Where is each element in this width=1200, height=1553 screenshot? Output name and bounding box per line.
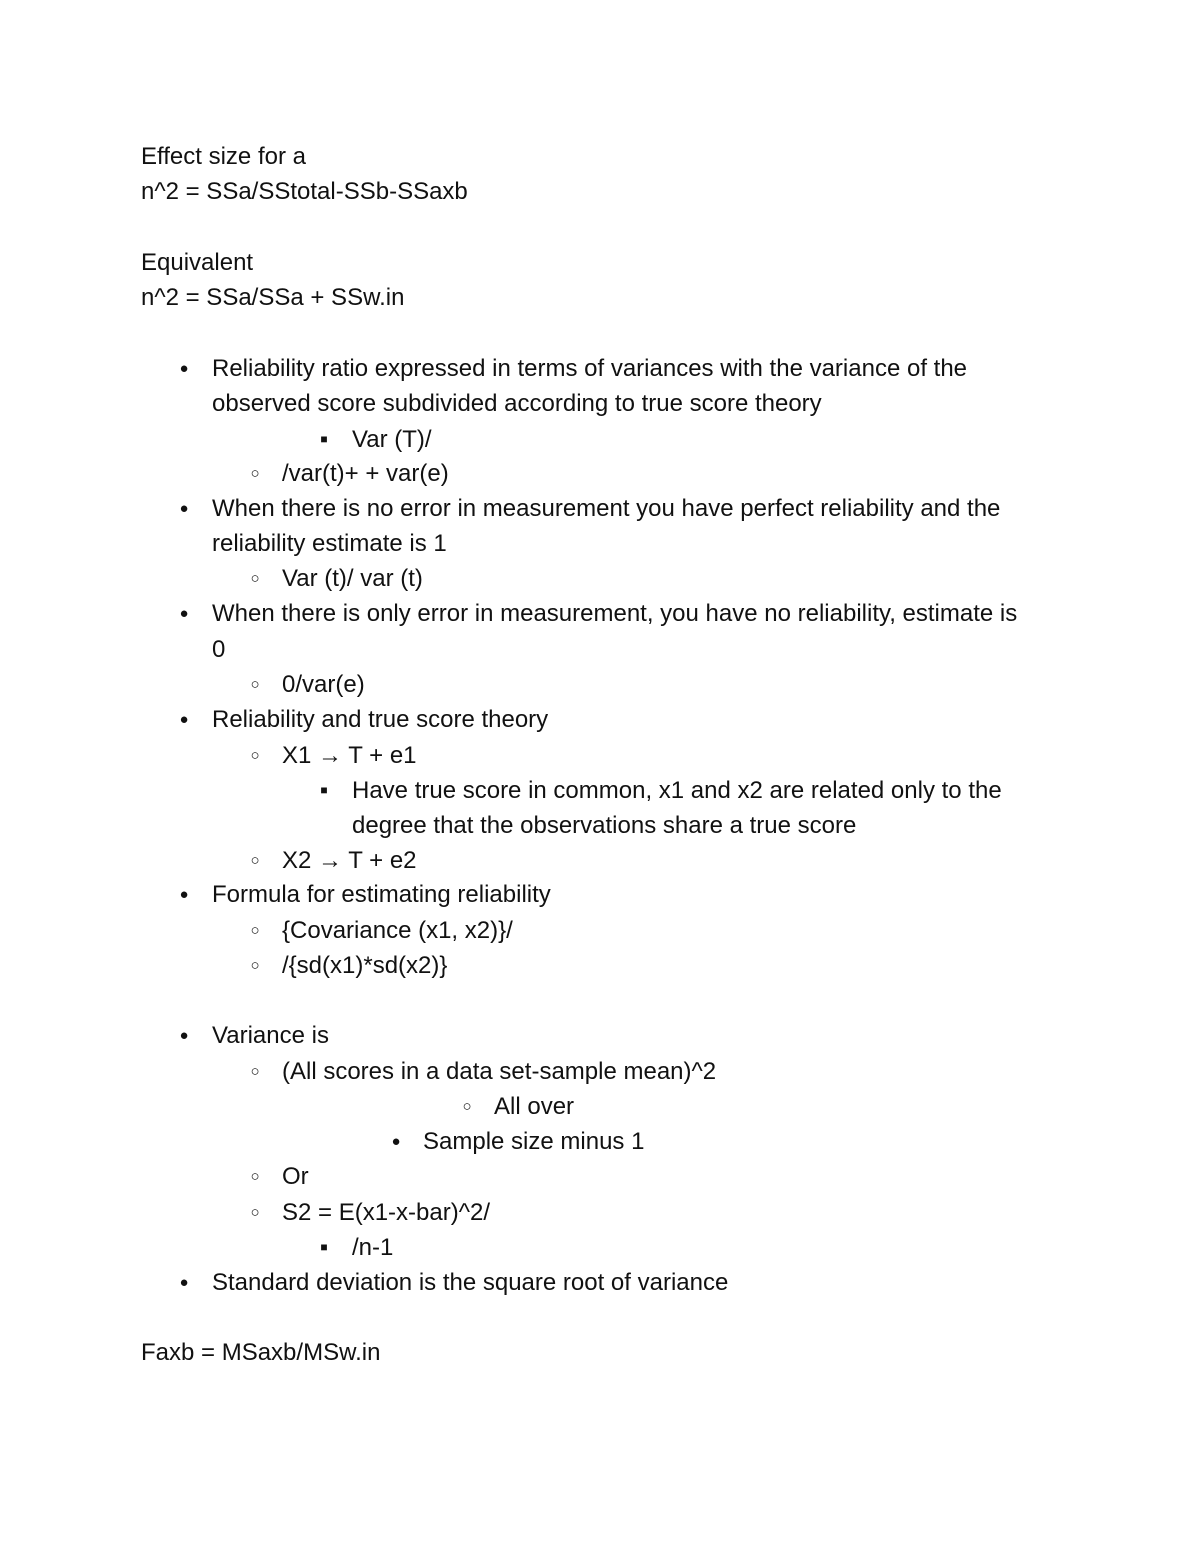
list-item-continuation: reliability estimate is 1 [212,530,447,557]
list-item: X1 → T + e1 [282,742,417,769]
bullet-circle-icon: ○ [250,1204,260,1221]
bullet-circle-icon: ○ [250,957,260,974]
list-item: Or [282,1163,309,1190]
text-line: Equivalent [141,249,254,276]
bullet-circle-icon: ○ [250,676,260,693]
list-item-continuation: observed score subdivided according to true score theory [212,390,822,417]
bullet-disc-icon: ● [179,1027,189,1044]
bullet-disc-icon: ● [179,886,189,903]
list-item: Sample size minus 1 [423,1128,645,1155]
bullet-circle-icon: ○ [250,852,260,869]
list-item: S2 = E(x1-x-bar)^2/ [282,1199,490,1226]
list-item: Variance is [212,1022,329,1049]
bullet-square-icon: ■ [320,783,328,797]
bullet-disc-icon: ● [179,360,189,377]
bullet-square-icon: ■ [320,432,328,446]
list-item: Var (T)/ [352,426,432,453]
list-item: (All scores in a data set-sample mean)^2 [282,1058,717,1085]
bullet-circle-icon: ○ [250,922,260,939]
list-item: All over [494,1093,575,1120]
list-item: 0/var(e) [282,671,365,698]
list-item: {Covariance (x1, x2)}/ [282,917,513,944]
list-item: Formula for estimating reliability [212,881,551,908]
bullet-disc-icon: ● [179,500,189,517]
bullet-circle-icon: ○ [250,1063,260,1080]
list-item-continuation: degree that the observations share a true score [352,812,857,839]
bullet-circle-icon: ○ [462,1098,472,1115]
bullet-circle-icon: ○ [250,1168,260,1185]
list-item-continuation: 0 [212,636,226,663]
formula-line: n^2 = SSa/SSa + SSw.in [141,284,405,311]
list-item: Var (t)/ var (t) [282,565,423,592]
list-item: When there is no error in measurement you have perfect reliability and the [212,495,1001,522]
bullet-circle-icon: ○ [250,747,260,764]
formula-line: Faxb = MSaxb/MSw.in [141,1339,381,1366]
list-item: /n-1 [352,1234,394,1261]
bullet-disc-icon: ● [179,1274,189,1291]
list-item: X2 → T + e2 [282,847,417,874]
bullet-circle-icon: ○ [250,570,260,587]
bullet-circle-icon: ○ [250,465,260,482]
formula-line: n^2 = SSa/SStotal-SSb-SSaxb [141,178,468,205]
list-item: Reliability and true score theory [212,706,549,733]
list-item: /var(t)+ + var(e) [282,460,449,487]
list-item: Have true score in common, x1 and x2 are related only to the [352,777,1002,804]
list-item: /{sd(x1)*sd(x2)} [282,952,448,979]
list-item: Reliability ratio expressed in terms of variances with the variance of the [212,355,968,382]
list-item: When there is only error in measurement, you have no reliability, estimate is [212,600,1018,627]
bullet-disc-icon: ● [179,605,189,622]
bullet-disc-icon: ● [391,1133,401,1150]
bullet-square-icon: ■ [320,1240,328,1254]
bullet-disc-icon: ● [179,711,189,728]
list-item: Standard deviation is the square root of variance [212,1269,729,1296]
text-line: Effect size for a [141,143,306,170]
